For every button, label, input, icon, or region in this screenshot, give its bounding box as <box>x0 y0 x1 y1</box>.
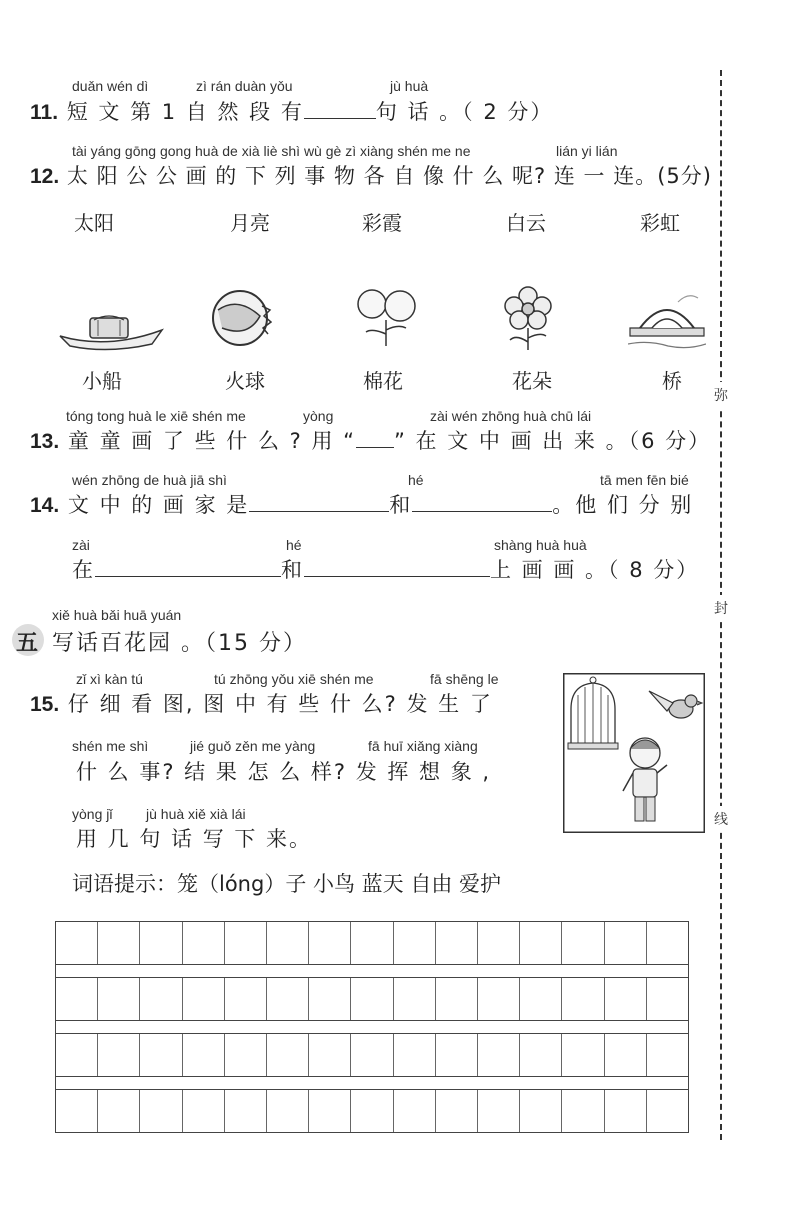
question-15-line-3: 用 几 句 话 写 下 来。 <box>76 827 313 851</box>
grid-cell[interactable] <box>98 978 140 1020</box>
q11-text-a: 短 文 第 1 自 然 段 有 <box>66 100 304 124</box>
question-number: 15. <box>30 693 60 716</box>
birdcage-boy-illustration <box>563 673 705 833</box>
q14-pinyin-2: hé <box>408 472 424 488</box>
grid-cell[interactable] <box>605 1034 647 1076</box>
picture-label-boat: 小船 <box>82 369 122 393</box>
question-15-line-1 <box>30 688 493 718</box>
binding-char-1: 弥 <box>714 382 728 408</box>
grid-cell[interactable] <box>140 1034 182 1076</box>
grid-cell[interactable] <box>56 978 98 1020</box>
q11-pinyin-1: duǎn wén dì <box>72 78 149 94</box>
grid-cell[interactable] <box>140 1090 182 1132</box>
grid-cell[interactable] <box>267 922 309 964</box>
grid-cell[interactable] <box>605 1090 647 1132</box>
picture-label-cotton: 棉花 <box>363 369 403 393</box>
grid-cell[interactable] <box>647 978 688 1020</box>
grid-cell[interactable] <box>478 922 520 964</box>
q15-pinyin-7: yòng jǐ <box>72 806 113 822</box>
grid-cell[interactable] <box>140 922 182 964</box>
q14-pinyin-4: zài <box>72 537 90 553</box>
picture-label-bridge: 桥 <box>662 369 682 393</box>
grid-cell[interactable] <box>520 1090 562 1132</box>
q15-pinyin-5: jié guǒ zěn me yàng <box>190 738 316 754</box>
question-number: 13. <box>30 430 60 453</box>
grid-cell[interactable] <box>562 1090 604 1132</box>
grid-cell[interactable] <box>98 1090 140 1132</box>
question-13 <box>30 425 711 455</box>
grid-cell[interactable] <box>394 1034 436 1076</box>
q15-pinyin-3: fā shēng le <box>430 671 499 687</box>
grid-cell[interactable] <box>436 978 478 1020</box>
grid-cell[interactable] <box>562 1034 604 1076</box>
q14-pinyin-3: tā men fēn bié <box>600 472 689 488</box>
q14-line1-c: 。他 们 分 别 <box>552 493 694 517</box>
grid-cell[interactable] <box>183 978 225 1020</box>
q14-line1-b: 和 <box>389 493 413 517</box>
q13-text-b: ” 在 文 中 画 出 来 。（6 分） <box>394 429 712 453</box>
grid-cell[interactable] <box>225 978 267 1020</box>
fireball-icon[interactable] <box>208 286 272 350</box>
grid-cell[interactable] <box>605 922 647 964</box>
grid-row-gap <box>55 1076 689 1090</box>
match-word-rainbow[interactable]: 彩虹 <box>640 211 680 235</box>
grid-cell[interactable] <box>478 1034 520 1076</box>
question-15-line-2: 什 么 事? 结 果 怎 么 样? 发 挥 想 象 , <box>76 760 492 784</box>
grid-cell[interactable] <box>647 1090 688 1132</box>
grid-cell[interactable] <box>98 1034 140 1076</box>
grid-cell[interactable] <box>394 1090 436 1132</box>
q14-pinyin-6: shàng huà huà <box>494 537 587 553</box>
grid-cell[interactable] <box>56 1034 98 1076</box>
grid-cell[interactable] <box>520 978 562 1020</box>
picture-label-fireball: 火球 <box>225 369 265 393</box>
writing-grid-row[interactable] <box>55 1089 689 1133</box>
grid-cell[interactable] <box>562 922 604 964</box>
grid-cell[interactable] <box>647 1034 688 1076</box>
grid-cell[interactable] <box>478 978 520 1020</box>
match-word-sun[interactable]: 太阳 <box>74 211 114 235</box>
grid-cell[interactable] <box>183 922 225 964</box>
grid-cell[interactable] <box>183 1034 225 1076</box>
grid-cell[interactable] <box>520 922 562 964</box>
q15-line1: 仔 细 看 图, 图 中 有 些 什 么? 发 生 了 <box>67 692 493 716</box>
cotton-icon[interactable] <box>352 284 422 348</box>
binding-char-2: 封 <box>714 595 728 621</box>
q14-blank-4[interactable] <box>304 558 490 577</box>
writing-grid-row[interactable] <box>55 977 689 1021</box>
q15-pinyin-6: fā huī xiǎng xiàng <box>368 738 478 754</box>
q14-line1-a: 文 中 的 画 家 是 <box>67 493 250 517</box>
grid-cell[interactable] <box>647 922 688 964</box>
question-number: 14. <box>30 494 60 517</box>
grid-cell[interactable] <box>394 978 436 1020</box>
q12-pinyin-2: lián yi lián <box>556 143 618 159</box>
q14-blank-1[interactable] <box>249 493 389 512</box>
grid-cell[interactable] <box>225 1034 267 1076</box>
boat-icon[interactable] <box>58 308 164 356</box>
grid-cell[interactable] <box>351 1034 393 1076</box>
grid-cell[interactable] <box>140 978 182 1020</box>
section5-pinyin: xiě huà bǎi huā yuán <box>52 607 182 623</box>
question-14-line-1 <box>30 489 693 519</box>
grid-cell[interactable] <box>267 1090 309 1132</box>
question-12 <box>30 160 712 190</box>
grid-row-gap <box>55 1020 689 1034</box>
grid-cell[interactable] <box>520 1034 562 1076</box>
q13-text-a: 童 童 画 了 些 什 么 ? 用 “ <box>67 429 356 453</box>
q14-blank-3[interactable] <box>95 558 281 577</box>
grid-cell[interactable] <box>309 1034 351 1076</box>
q11-pinyin-3: jù huà <box>390 78 429 94</box>
grid-row-gap <box>55 964 689 978</box>
question-number: 12. <box>30 165 60 188</box>
q14-blank-2[interactable] <box>412 493 552 512</box>
underline-sample <box>356 435 394 448</box>
bridge-icon[interactable] <box>628 288 706 352</box>
writing-grid-row[interactable] <box>55 921 689 965</box>
grid-cell[interactable] <box>56 922 98 964</box>
q13-pinyin-1: tóng tong huà le xiē shén me <box>66 408 246 424</box>
question-14-line-2 <box>72 554 699 584</box>
section-number: 五 <box>16 631 39 656</box>
question-number: 11. <box>30 101 59 124</box>
match-word-moon[interactable]: 月亮 <box>230 211 270 235</box>
picture-label-flower: 花朵 <box>512 369 552 393</box>
section-badge <box>12 624 44 656</box>
grid-cell[interactable] <box>436 1034 478 1076</box>
q14-pinyin-1: wén zhōng de huà jiā shì <box>72 472 227 488</box>
q15-pinyin-1: zǐ xì kàn tú <box>76 671 143 687</box>
grid-cell[interactable] <box>309 978 351 1020</box>
q14-line2-b: 和 <box>281 558 304 582</box>
q14-line2-a: 在 <box>72 558 95 582</box>
grid-cell[interactable] <box>351 978 393 1020</box>
grid-cell[interactable] <box>309 1090 351 1132</box>
grid-cell[interactable] <box>225 922 267 964</box>
q11-text-b: 句 话 。（ 2 分） <box>375 100 554 124</box>
q11-pinyin-2: zì rán duàn yǒu <box>196 78 293 94</box>
section5-title: 写话百花园 。（15 分） <box>52 631 307 656</box>
grid-cell[interactable] <box>267 978 309 1020</box>
grid-cell[interactable] <box>351 922 393 964</box>
grid-cell[interactable] <box>183 1090 225 1132</box>
q11-answer-blank[interactable] <box>304 100 376 119</box>
grid-cell[interactable] <box>98 922 140 964</box>
grid-cell[interactable] <box>56 1090 98 1132</box>
q12-text: 太 阳 公 公 画 的 下 列 事 物 各 自 像 什 么 呢? 连 一 连。(5分) <box>66 164 712 188</box>
grid-cell[interactable] <box>351 1090 393 1132</box>
q13-pinyin-3: zài wén zhōng huà chū lái <box>430 408 592 424</box>
match-word-white-cloud[interactable]: 白云 <box>506 211 546 235</box>
grid-cell[interactable] <box>394 922 436 964</box>
word-hint: 词语提示：笼（lóng）子 小鸟 蓝天 自由 爱护 <box>72 872 502 896</box>
grid-cell[interactable] <box>436 922 478 964</box>
grid-cell[interactable] <box>478 1090 520 1132</box>
grid-cell[interactable] <box>267 1034 309 1076</box>
grid-cell[interactable] <box>562 978 604 1020</box>
writing-grid-row[interactable] <box>55 1033 689 1077</box>
question-11 <box>30 96 553 126</box>
q12-pinyin-1: tài yáng gōng gong huà de xià liè shì wù gè zì xiàng shén me ne <box>72 143 471 159</box>
q13-pinyin-2: yòng <box>303 408 334 424</box>
q15-pinyin-8: jù huà xiě xià lái <box>146 806 246 822</box>
match-word-rosy-clouds[interactable]: 彩霞 <box>362 211 402 235</box>
q15-pinyin-4: shén me shì <box>72 738 149 754</box>
q14-line2-c: 上 画 画 。（ 8 分） <box>490 558 700 582</box>
grid-cell[interactable] <box>436 1090 478 1132</box>
binding-char-3: 线 <box>714 806 728 832</box>
grid-cell[interactable] <box>605 978 647 1020</box>
q14-pinyin-5: hé <box>286 537 302 553</box>
q15-pinyin-2: tú zhōng yǒu xiē shén me <box>214 671 374 687</box>
grid-cell[interactable] <box>309 922 351 964</box>
grid-cell[interactable] <box>225 1090 267 1132</box>
flower-icon[interactable] <box>500 284 556 352</box>
